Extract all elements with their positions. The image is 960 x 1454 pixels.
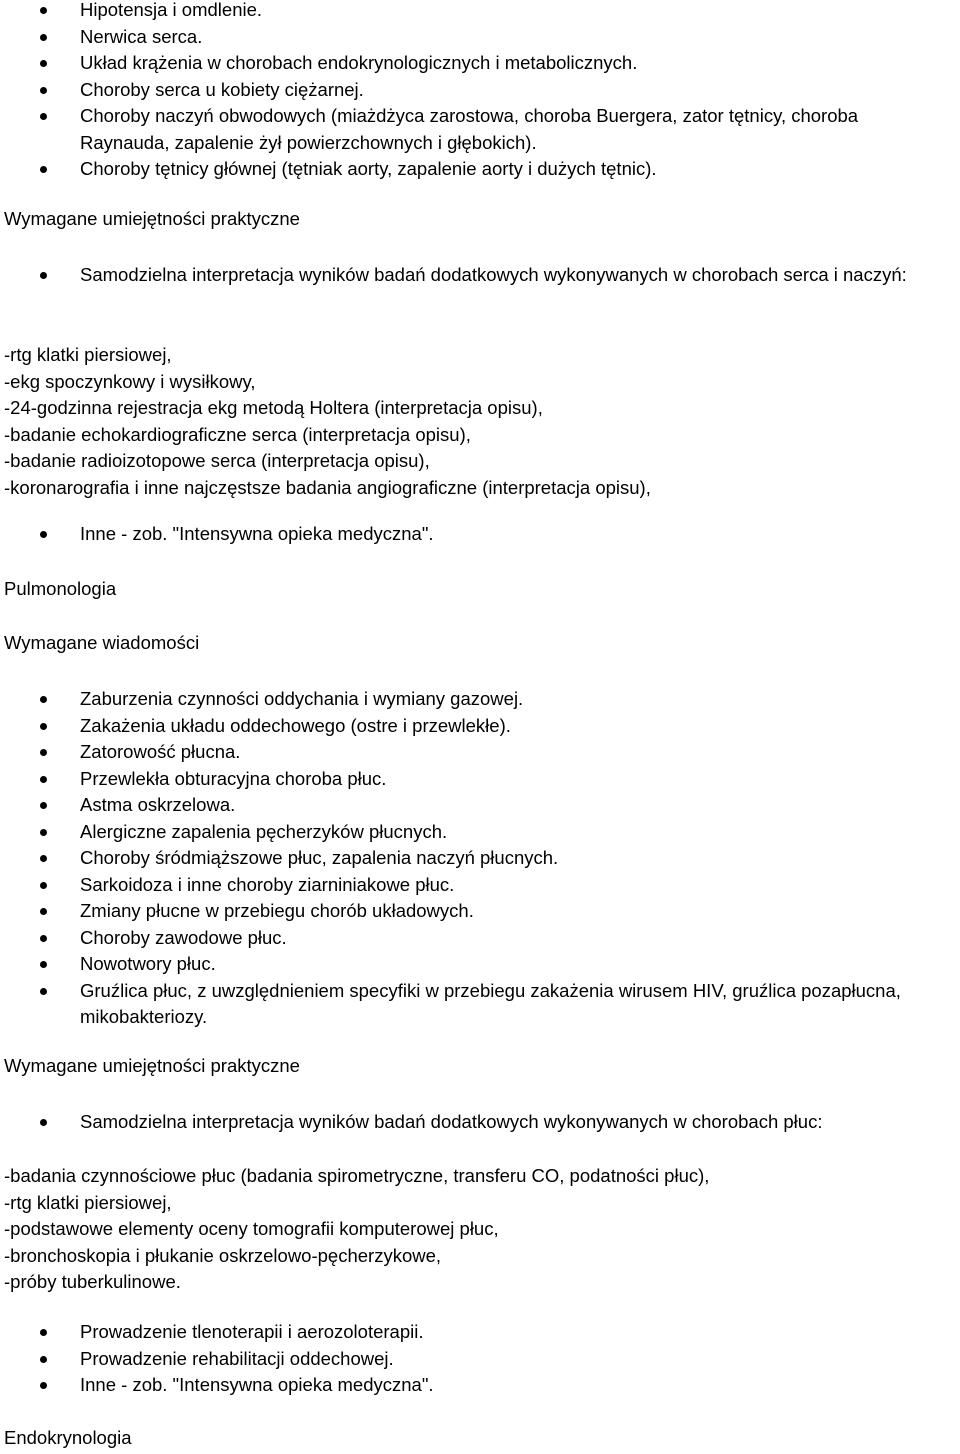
section-heading-knowledge: Wymagane wiadomości [4, 632, 200, 653]
list-item [0, 521, 960, 548]
bullet-icon [40, 935, 47, 942]
bullet-icon [40, 882, 47, 889]
list-item [0, 819, 960, 846]
list-item-text: Prowadzenie rehabilitacji oddechowej. [80, 1347, 394, 1369]
list-item-text: Samodzielna interpretacja wyników badań dodatkowych wykonywanych w chorobach płuc: [80, 1111, 823, 1132]
pulmonology-procedures-list [0, 1319, 960, 1399]
bullet-icon [40, 531, 47, 538]
list-item-text: Hipotensja i omdlenie. [80, 0, 263, 20]
list-item-text: Choroby zawodowe płuc. [80, 926, 287, 948]
list-item [0, 713, 960, 740]
bullet-icon [40, 1119, 47, 1126]
list-item [0, 686, 960, 713]
bullet-icon [40, 1356, 47, 1363]
list-item-text: Astma oskrzelowa. [80, 794, 236, 815]
bullet-icon [40, 696, 47, 703]
test-line: -rtg klatki piersiowej, [4, 1191, 172, 1213]
list-item [0, 0, 960, 24]
list-item [0, 978, 960, 1031]
test-line: -24-godzinna rejestracja ekg metodą Holtera (interpretacja opisu), [4, 397, 543, 418]
section-heading-skills-pulmonology: Wymagane umiejętności praktyczne [4, 1055, 300, 1076]
list-item-text: Zatorowość płucna. [80, 741, 241, 762]
section-heading-pulmonologia: Pulmonologia [4, 578, 117, 599]
list-item-text: Zakażenia układu oddechowego (ostre i przewlekłe). [80, 714, 511, 736]
list-item-text: Choroby serca u kobiety ciężarnej. [80, 78, 364, 100]
list-item-text: Alergiczne zapalenia pęcherzyków płucnych. [80, 820, 448, 842]
list-item-text: Choroby śródmiąższowe płuc, zapalenia naczyń płucnych. [80, 847, 559, 868]
test-line: -ekg spoczynkowy i wysiłkowy, [4, 370, 256, 392]
list-item [0, 262, 960, 289]
bullet-icon [40, 723, 47, 730]
bullet-icon [40, 749, 47, 756]
list-item [0, 872, 960, 899]
list-item-text: Układ krążenia w chorobach endokrynologicznych i metabolicznych. [80, 52, 638, 73]
bullet-icon [40, 1382, 47, 1389]
list-item-text: Nowotwory płuc. [80, 953, 216, 974]
bullet-icon [40, 87, 47, 94]
list-item-text: Zaburzenia czynności oddychania i wymiany gazowej. [80, 688, 524, 709]
pulmonology-topics-list [0, 686, 960, 1031]
bullet-icon [40, 272, 47, 279]
list-item [0, 1346, 960, 1373]
section-heading-skills-cardiology: Wymagane umiejętności praktyczne [4, 208, 300, 229]
bullet-icon [40, 7, 47, 14]
list-item [0, 1109, 960, 1136]
section-heading-endokrynologia: Endokrynologia [4, 1427, 132, 1448]
bullet-icon [40, 776, 47, 783]
test-line: -badanie echokardiograficzne serca (interpretacja opisu), [4, 423, 471, 445]
test-line: -próby tuberkulinowe. [4, 1271, 181, 1292]
bullet-icon [40, 802, 47, 809]
cardiology-skills-list [0, 262, 960, 289]
list-item [0, 845, 960, 872]
list-item-text: Inne - zob. "Intensywna opieka medyczna". [80, 1374, 434, 1395]
bullet-icon [40, 60, 47, 67]
bullet-icon [40, 988, 47, 995]
list-item [0, 156, 960, 183]
bullet-icon [40, 1329, 47, 1336]
list-item-text: Nerwica serca. [80, 25, 203, 47]
list-item [0, 792, 960, 819]
bullet-icon [40, 166, 47, 173]
list-item [0, 24, 960, 51]
bullet-icon [40, 961, 47, 968]
list-item [0, 103, 960, 156]
cardiology-other-list [0, 521, 960, 548]
test-line: -bronchoskopia i płukanie oskrzelowo-pęcherzykowe, [4, 1244, 442, 1266]
test-line: -badania czynnościowe płuc (badania spirometryczne, transferu CO, podatności płuc), [4, 1165, 710, 1186]
bullet-icon [40, 908, 47, 915]
list-item-text: Samodzielna interpretacja wyników badań dodatkowych wykonywanych w chorobach serca i naczyń: [80, 264, 907, 285]
bullet-icon [40, 34, 47, 41]
pulmonology-tests-list [0, 1163, 960, 1296]
cardiology-tests-list [0, 342, 960, 501]
bullet-icon [40, 113, 47, 120]
list-item [0, 898, 960, 925]
list-item [0, 77, 960, 104]
list-item [0, 951, 960, 978]
bullet-icon [40, 829, 47, 836]
test-line: -rtg klatki piersiowej, [4, 344, 172, 365]
pulmonology-skills-list [0, 1109, 960, 1136]
list-item-text: Zmiany płucne w przebiegu chorób układowych. [80, 900, 474, 921]
list-item [0, 1372, 960, 1399]
list-item-text: Choroby naczyń obwodowych (miażdżyca zarostowa, choroba Buergera, zator tętnicy, choroba Raynauda, zapalenie żył powierzchownych i głębokich). [80, 105, 859, 153]
list-item [0, 766, 960, 793]
list-item-text: Prowadzenie tlenoterapii i aerozoloterapii. [80, 1321, 424, 1342]
cardiology-topics-list [0, 0, 960, 183]
list-item-text: Sarkoidoza i inne choroby ziarniniakowe płuc. [80, 873, 455, 895]
test-line: -koronarografia i inne najczęstsze badania angiograficzne (interpretacja opisu), [4, 476, 651, 498]
list-item-text: Gruźlica płuc, z uwzględnieniem specyfiki w przebiegu zakażenia wirusem HIV, gruźlica pozapłucna, mikobakteriozy. [80, 979, 901, 1027]
bullet-icon [40, 855, 47, 862]
list-item [0, 1319, 960, 1346]
list-item-text: Inne - zob. "Intensywna opieka medyczna". [80, 523, 434, 544]
test-line: -badanie radioizotopowe serca (interpretacja opisu), [4, 450, 430, 471]
test-line: -podstawowe elementy oceny tomografii komputerowej płuc, [4, 1218, 499, 1239]
list-item-text: Przewlekła obturacyjna choroba płuc. [80, 767, 387, 789]
list-item [0, 925, 960, 952]
list-item-text: Choroby tętnicy głównej (tętniak aorty, zapalenie aorty i dużych tętnic). [80, 158, 657, 179]
list-item [0, 50, 960, 77]
list-item [0, 739, 960, 766]
